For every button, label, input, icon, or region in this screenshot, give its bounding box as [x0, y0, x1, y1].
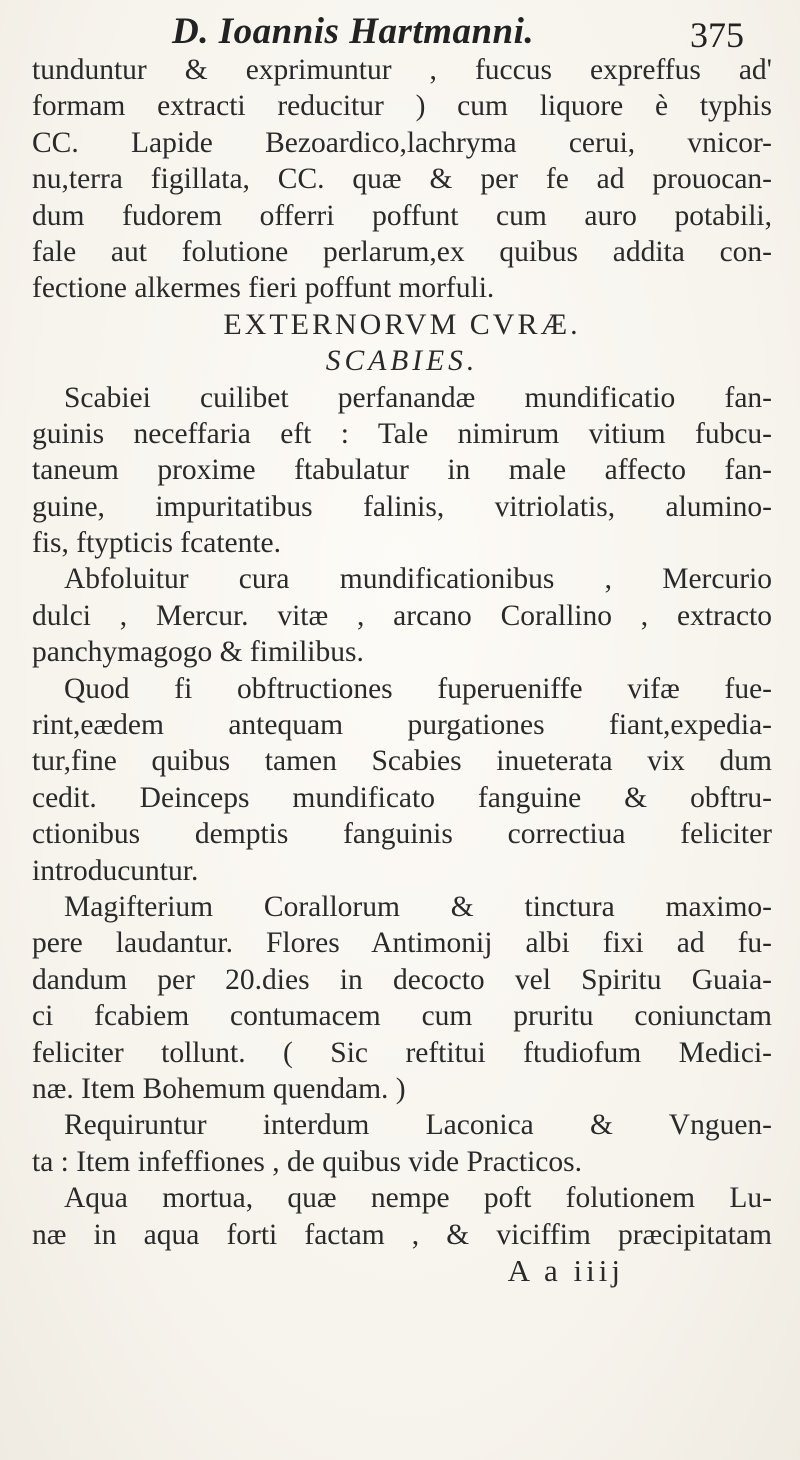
body-text — [32, 52, 772, 1289]
section-subheading: SCABIES. — [325, 345, 479, 378]
running-head: D. Ioannis Hartmanni. — [172, 11, 535, 52]
text-line: CC. Lapide Bezoardico,lachryma cerui, vnicor- — [32, 126, 772, 159]
text-line: nu,terra figillata, CC. quæ & per fe ad prouocan- — [32, 163, 772, 196]
text-line: fis, ftypticis fcatente. — [32, 527, 282, 560]
text-line: guinis neceffaria eft : Tale nimirum vitium fubcu- — [32, 417, 772, 450]
text-line: introducuntur. — [32, 854, 199, 887]
text-line: pere laudantur. Flores Antimonij albi fixi ad fu- — [32, 927, 772, 960]
text-line: ctionibus demptis fanguinis correctiua feliciter — [32, 818, 772, 851]
text-line: ci fcabiem contumacem cum pruritu coniunctam — [32, 1000, 772, 1033]
text-line: Aqua mortua, quæ nempe poft folutionem Lu- — [64, 1182, 772, 1215]
text-line: næ in aqua forti factam , & viciffim præcipitatam — [32, 1218, 772, 1251]
text-line: tur,fine quibus tamen Scabies inueterata vix dum — [32, 745, 772, 778]
text-line: rint,eædem antequam purgationes fiant,expedia- — [32, 709, 772, 742]
text-line: feliciter tollunt. ( Sic reftitui ftudiofum Medici- — [32, 1036, 772, 1069]
page-number: 375 — [690, 15, 744, 55]
text-line: cedit. Deinceps mundificato fanguine & obftru- — [32, 781, 772, 814]
text-line: formam extracti reducitur ) cum liquore è typhis — [32, 90, 772, 123]
text-line: næ. Item Bohemum quendam. ) — [32, 1072, 406, 1105]
text-line: ta : Item infeffiones , de quibus vide Practicos. — [32, 1145, 582, 1178]
signature-mark: A a iiij — [507, 1252, 624, 1288]
text-line: Abfoluitur cura mundificationibus , Mercurio — [64, 563, 772, 596]
text-line: taneum proxime ftabulatur in male affecto fan- — [32, 454, 772, 487]
text-line: Quod fi obftructiones fuperueniffe vifæ fue- — [64, 672, 772, 705]
text-line: guine, impuritatibus falinis, vitriolatis, alumino- — [32, 490, 772, 523]
text-line: panchymagogo & fimilibus. — [32, 636, 364, 669]
text-line: fectione alkermes fieri poffunt morfuli. — [32, 272, 495, 305]
text-line: dandum per 20.dies in decocto vel Spiritu Guaia- — [32, 963, 772, 996]
text-line: Requiruntur interdum Laconica & Vnguen- — [64, 1109, 772, 1142]
text-line: dulci , Mercur. vitæ , arcano Corallino , extracto — [32, 599, 772, 632]
page-header — [0, 6, 800, 58]
text-line: tunduntur & exprimuntur , fuccus expreffus ad' — [32, 54, 772, 86]
text-line: Magifterium Corallorum & tinctura maximo- — [64, 890, 772, 923]
text-line: dum fudorem offerri poffunt cum auro potabili, — [32, 199, 772, 232]
text-line: fale aut folutione perlarum,ex quibus addita con- — [32, 235, 772, 268]
text-line: Scabiei cuilibet perfanandæ mundificatio fan- — [64, 381, 772, 414]
section-heading: EXTERNORVM CVRÆ. — [223, 307, 581, 341]
